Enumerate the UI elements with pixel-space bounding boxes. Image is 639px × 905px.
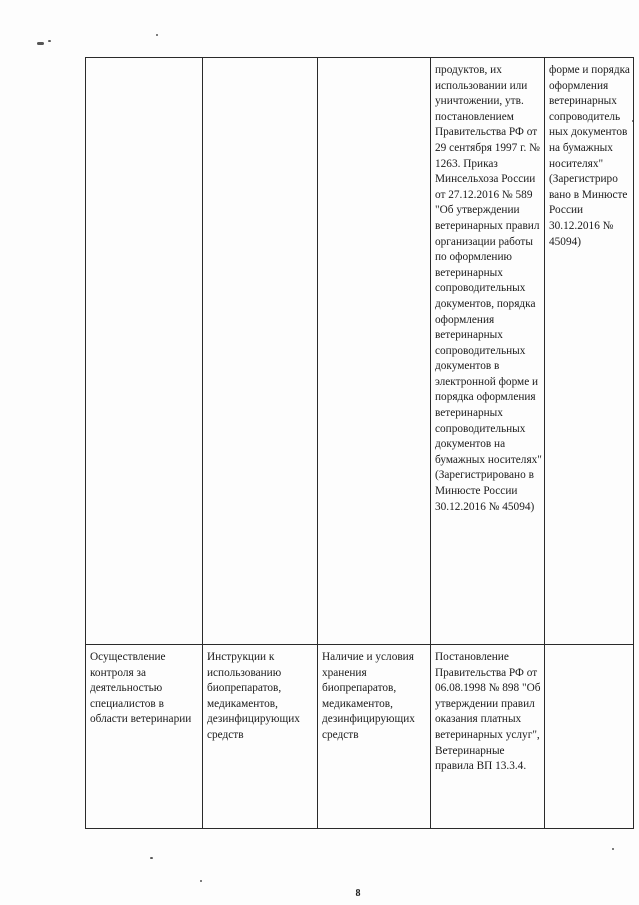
scan-mark	[48, 40, 51, 42]
regulation-table	[85, 57, 634, 829]
scan-mark	[200, 880, 202, 882]
table-cell	[318, 645, 431, 829]
table-cell	[86, 645, 203, 829]
legal-basis-text: форме и порядка оформления ветеринарных сопроводитель ных документов на бумажных носителях" (Зарегистриро вано в Минюсте России 30.12.2016 № 45094)	[549, 64, 630, 248]
legal-basis-text: Постановление Правительства РФ от 06.08.1998 № 898 "Об утверждении правил оказания платных ветеринарных услуг", Ветеринарные правила ВП 13.3.4.	[435, 651, 541, 773]
scan-mark	[37, 42, 44, 45]
scan-mark	[150, 857, 153, 859]
table-cell	[318, 58, 431, 645]
table-cell	[203, 645, 318, 829]
table-cell	[431, 645, 545, 829]
legal-basis-text: продуктов, их использовании или уничтожении, утв. постановлением Правительства РФ от 29 сентября 1997 г. № 1263. Приказ Минсельхоза России от 27.12.2016 № 589 "Об утверждении ветеринарных правил организации работы по оформлению ветеринарных сопроводительных документов, порядка оформления ветеринарных сопроводительных документов в электронной форме и порядка оформления ветеринарных сопроводительных документов на бумажных носителях" (Зарегистрировано в Минюсте России 30.12.2016 № 45094)	[435, 64, 542, 513]
documents-text: Инструкции к использованию биопрепаратов, медикаментов, дезинфицирующих средств	[207, 651, 300, 741]
table-cell	[86, 58, 203, 645]
table-row	[86, 58, 634, 645]
control-subject-text: Осуществление контроля за деятельностью специалистов в области ветеринарии	[90, 651, 192, 726]
scan-mark	[612, 848, 614, 850]
table-row	[86, 645, 634, 829]
requirements-text: Наличие и условия хранения биопрепаратов, медикаментов, дезинфицирующих средств	[322, 651, 415, 741]
table-cell	[431, 58, 545, 645]
table-cell	[545, 645, 634, 829]
scan-mark	[156, 34, 158, 36]
page-number: 8	[355, 888, 361, 899]
table-cell	[203, 58, 318, 645]
table-cell	[545, 58, 634, 645]
